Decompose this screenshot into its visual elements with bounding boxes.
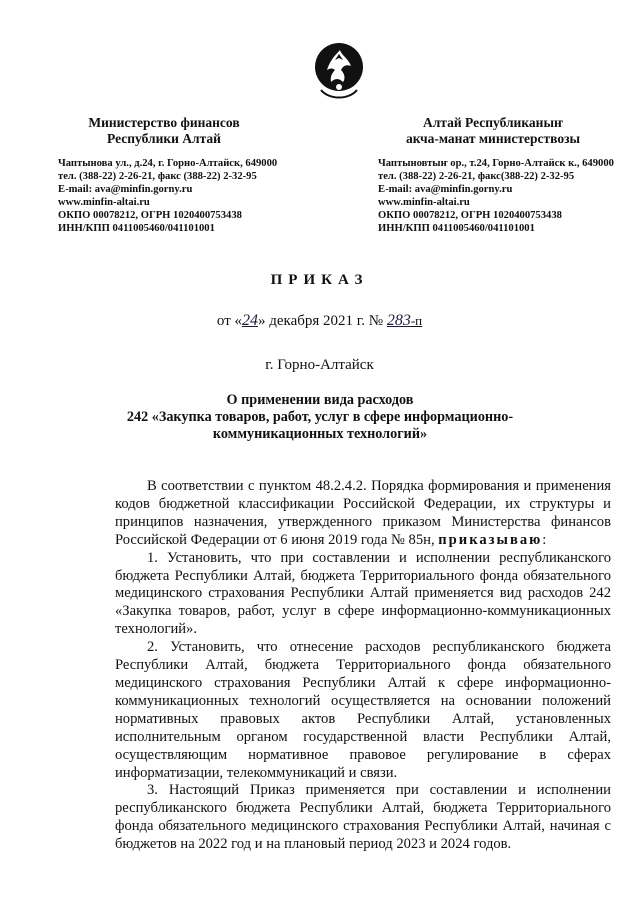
- item-1-paragraph: 1. Установить, что при составлении и исполнении республиканского бюджета Республики Алтай, бюджета Территориального фонда обязательного медицинского страхования Республики Алтай применяется вид расходов 242 «Закупка товаров, работ, услуг в сфере информационно-коммуникационных технологий».: [115, 549, 611, 638]
- item-3-paragraph: 3. Настоящий Приказ применяется при составлении и исполнении республиканского бюджета Республики Алтай, бюджета Территориального фонда обязательного медицинского страхования Республики Алтай, начиная с бюджетов на 2022 год и на плановый период 2023 и 2024 годов.: [115, 782, 611, 853]
- date-rest: » декабря 2021 г. №: [258, 313, 387, 329]
- inn-kpp: ИНН/КПП 0411005460/041101001: [378, 223, 535, 234]
- subject-line3: коммуникационных технологий»: [212, 426, 428, 442]
- org-name-alt: [378, 115, 608, 147]
- inn-kpp: ИНН/КПП 0411005460/041101001: [58, 223, 215, 234]
- phone: тел. (388-22) 2-26-21, факс(388-22) 2-32-95: [378, 171, 575, 182]
- preamble-paragraph: В соответствии с пунктом 48.2.4.2. Порядка формирования и применения кодов бюджетной классификации Российской Федерации, их структуры и принципов назначения, утвержденного приказом Министерства финансов Российской Федерации от 6 июня 2019 года № 85н, приказываю:: [115, 478, 611, 548]
- city: г. Горно-Алтайск: [265, 357, 374, 373]
- org-contacts-ru: [58, 157, 318, 235]
- org-header-right: [378, 115, 633, 235]
- email: E-mail: ava@minfin.gorny.ru: [58, 184, 193, 195]
- address: Чаптыновтыҥ ор., т.24, Горно-Алтайск к., 649000: [378, 158, 614, 169]
- document-type-title: ПРИКАЗ: [270, 272, 369, 288]
- preamble-text: В соответствии с пунктом 48.2.4.2. Порядка формирования и применения кодов бюджетной классификации Российской Федерации, их структуры и принципов назначения, утвержденного приказом Министерства финансов Российской Федерации от 6 июня 2019 года № 85н,: [115, 478, 611, 548]
- order-subject: [120, 392, 520, 443]
- order-date-number: [0, 312, 639, 330]
- org-name-ru: [58, 115, 270, 147]
- okpo-ogrn: ОКПО 00078212, ОГРН 1020400753438: [378, 210, 562, 221]
- address: Чаптынова ул., д.24, г. Горно-Алтайск, 649000: [58, 158, 278, 169]
- okpo-ogrn: ОКПО 00078212, ОГРН 1020400753438: [58, 210, 242, 221]
- org-header-left: [58, 115, 318, 235]
- org-name-line2: акча-манат министерствозы: [405, 131, 581, 146]
- date-prefix: от «: [216, 313, 242, 329]
- website: www.minfin-altai.ru: [378, 197, 470, 208]
- handwritten-number: 283: [386, 312, 411, 329]
- org-name-line1: Алтай Республиканыҥ: [422, 115, 563, 130]
- org-name-line2: Республики Алтай: [107, 131, 221, 146]
- org-name-line1: Министерство финансов: [88, 115, 240, 130]
- handwritten-day: 24: [242, 312, 258, 329]
- org-contacts-alt: [378, 157, 633, 235]
- subject-line1: О применении вида расходов: [226, 392, 414, 408]
- command-word: приказываю: [438, 531, 543, 548]
- order-body: [115, 478, 611, 854]
- altai-emblem-icon: [313, 40, 365, 102]
- website: www.minfin-altai.ru: [58, 197, 150, 208]
- subject-line2: 242 «Закупка товаров, работ, услуг в сфере информационно-: [126, 409, 514, 425]
- phone: тел. (388-22) 2-26-21, факс (388-22) 2-32-95: [58, 171, 257, 182]
- item-2-paragraph: 2. Установить, что отнесение расходов республиканского бюджета Республики Алтай, бюджета Территориального фонда обязательного медицинского страхования Республики Алтай к сфере информационно-коммуникационных технологий осуществляется на основании положений нормативных правовых актов Республики Алтай, установленных исполнительным органом государственной власти Республики Алтай, осуществляющим нормативное правовое регулирование в сферах информатизации, телекоммуникаций и связи.: [115, 639, 611, 781]
- number-suffix: -п: [410, 313, 423, 328]
- email: E-mail: ava@minfin.gorny.ru: [378, 184, 513, 195]
